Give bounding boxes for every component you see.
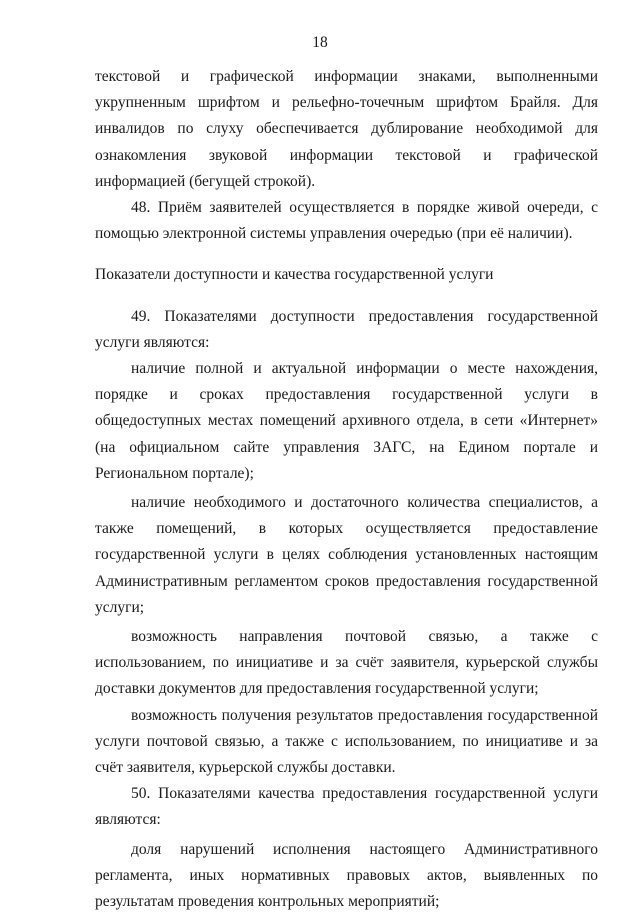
list-item-specialists: наличие необходимого и достаточного количества специалистов, а также помещений, в которых осуществляется предоставление государственной услуги в целях соблюдения установленных настоящим Административным регламентом сроков предоставления государственной услуги; bbox=[95, 494, 598, 616]
paragraph-48: 48. Приём заявителей осуществляется в порядке живой очереди, с помощью электронной системы управления очередью (при её наличии). bbox=[95, 199, 598, 243]
list-item-postal-results: возможность получения результатов предоставления государственной услуги почтовой связью, а также с использованием, по инициативе и за счёт заявителя, курьерской службы доставки. bbox=[95, 706, 598, 777]
paragraph-49: 49. Показателями доступности предоставления государственной услуги являются: bbox=[95, 307, 598, 351]
page-number: 18 bbox=[312, 34, 328, 51]
section-heading: Показатели доступности и качества государственной услуги bbox=[95, 266, 494, 284]
paragraph-50: 50. Показателями качества предоставления государственной услуги являются: bbox=[95, 785, 598, 829]
paragraph-accessibility-continued: текстовой и графической информации знаками, выполненными укрупненным шрифтом и рельефно-точечным шрифтом Брайля. Для инвалидов по слуху обеспечивается дублирование необходимой для ознакомления звуковой информации текстовой и графической информацией (бегущей строкой). bbox=[95, 68, 598, 190]
document-body bbox=[95, 64, 598, 915]
list-item-information: наличие полной и актуальной информации о месте нахождения, порядке и сроках предоставления государственной услуги в общедоступных местах помещений архивного отдела, в сети «Интернет» (на официальном сайте управления ЗАГС, на Едином портале и Региональном портале); bbox=[95, 360, 598, 482]
list-item-postal-submission: возможность направления почтовой связью, а также с использованием, по инициативе и за счёт заявителя, курьерской службы доставки документов для предоставления государственной услуги; bbox=[95, 628, 598, 698]
list-item-violations-share: доля нарушений исполнения настоящего Административного регламента, иных нормативных правовых актов, выявленных по результатам проведения контрольных мероприятий; bbox=[95, 840, 598, 911]
